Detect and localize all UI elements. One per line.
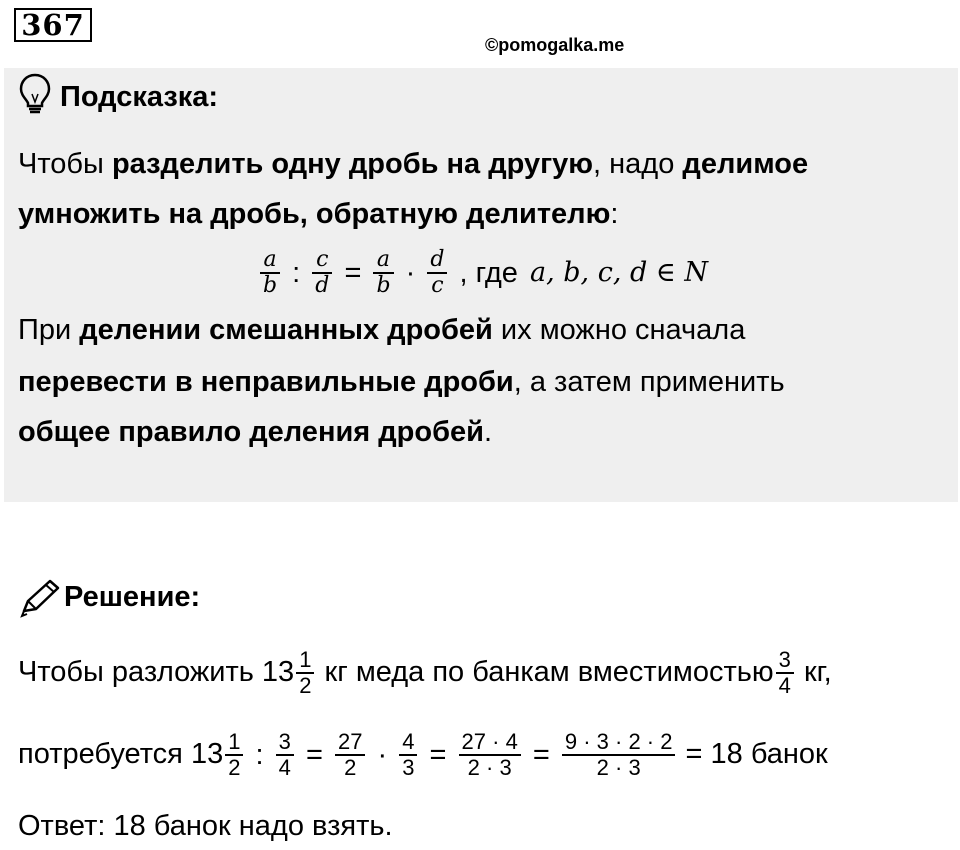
fraction-3-over-4: $\frac{3}{4}$ [776, 648, 794, 698]
hint-title: Подсказка: [60, 81, 219, 113]
hint-paragraph-line-4: перевести в неправильные дроби, а затем применить [18, 366, 785, 398]
fraction-27x4-over-2x3: $\frac{27 \cdot 4}{2 \cdot 3}$ [459, 730, 521, 780]
fraction-a-over-b: $\frac{a}{b}$ [260, 248, 280, 298]
hint-paragraph-line-5: общее правило деления дробей. [18, 416, 493, 448]
hint-paragraph-line-1: Чтобы разделить одну дробь на другую, надо делимое [18, 148, 809, 180]
hint-formula-set: a, b, c, d ∈ N [530, 257, 709, 289]
fraction-27-over-2: $\frac{27}{2}$ [335, 730, 365, 780]
fraction-3-over-4-b: $\frac{3}{4}$ [276, 730, 294, 780]
fraction-9x3x2x2-over-2x3: $\frac{9 \cdot 3 \cdot 2 \cdot 2}{2 \cdot 3}$ [562, 730, 676, 780]
watermark: ©pomogalka.me [485, 35, 625, 55]
hint-paragraph-line-2: умножить на дробь, обратную делителю: [18, 198, 619, 230]
lightbulb-icon [18, 72, 52, 116]
solution-line-2: потребуется 13 $\frac{1}{2}$ : $\frac{3}{4}$ = $\frac{27}{2}$ · $\frac{4}{3}$ = $\frac{27 \cdot 4}{2 \cdot 3}$ = $\frac{9 \cdot 3 \cdot 2 \cdot 2}{2 \cdot 3}$ = 18 банок [18, 729, 828, 781]
fraction-1-over-2-b: $\frac{1}{2}$ [225, 730, 243, 780]
solution-title: Решение: [64, 581, 201, 613]
fraction-d-over-c: $\frac{d}{c}$ [427, 248, 447, 298]
solution-line-1: Чтобы разложить 13 $\frac{1}{2}$ кг меда по банкам вместимостью $\frac{3}{4}$ кг, [18, 647, 832, 699]
pencil-icon [18, 578, 62, 618]
solution-answer: Ответ: 18 банок надо взять. [18, 810, 393, 842]
fraction-c-over-d: $\frac{c}{d}$ [312, 248, 332, 298]
fraction-4-over-3: $\frac{4}{3}$ [399, 730, 417, 780]
hint-paragraph-line-3: При делении смешанных дробей их можно сначала [18, 314, 746, 346]
fraction-1-over-2: $\frac{1}{2}$ [296, 648, 314, 698]
fraction-a-over-b-2: $\frac{a}{b}$ [373, 248, 393, 298]
hint-formula: $\frac{a}{b}$ : $\frac{c}{d}$ = $\frac{a}{b}$ · $\frac{d}{c}$ , где a, b, c, d ∈ N [258, 242, 710, 303]
task-number: 367 [14, 8, 92, 42]
